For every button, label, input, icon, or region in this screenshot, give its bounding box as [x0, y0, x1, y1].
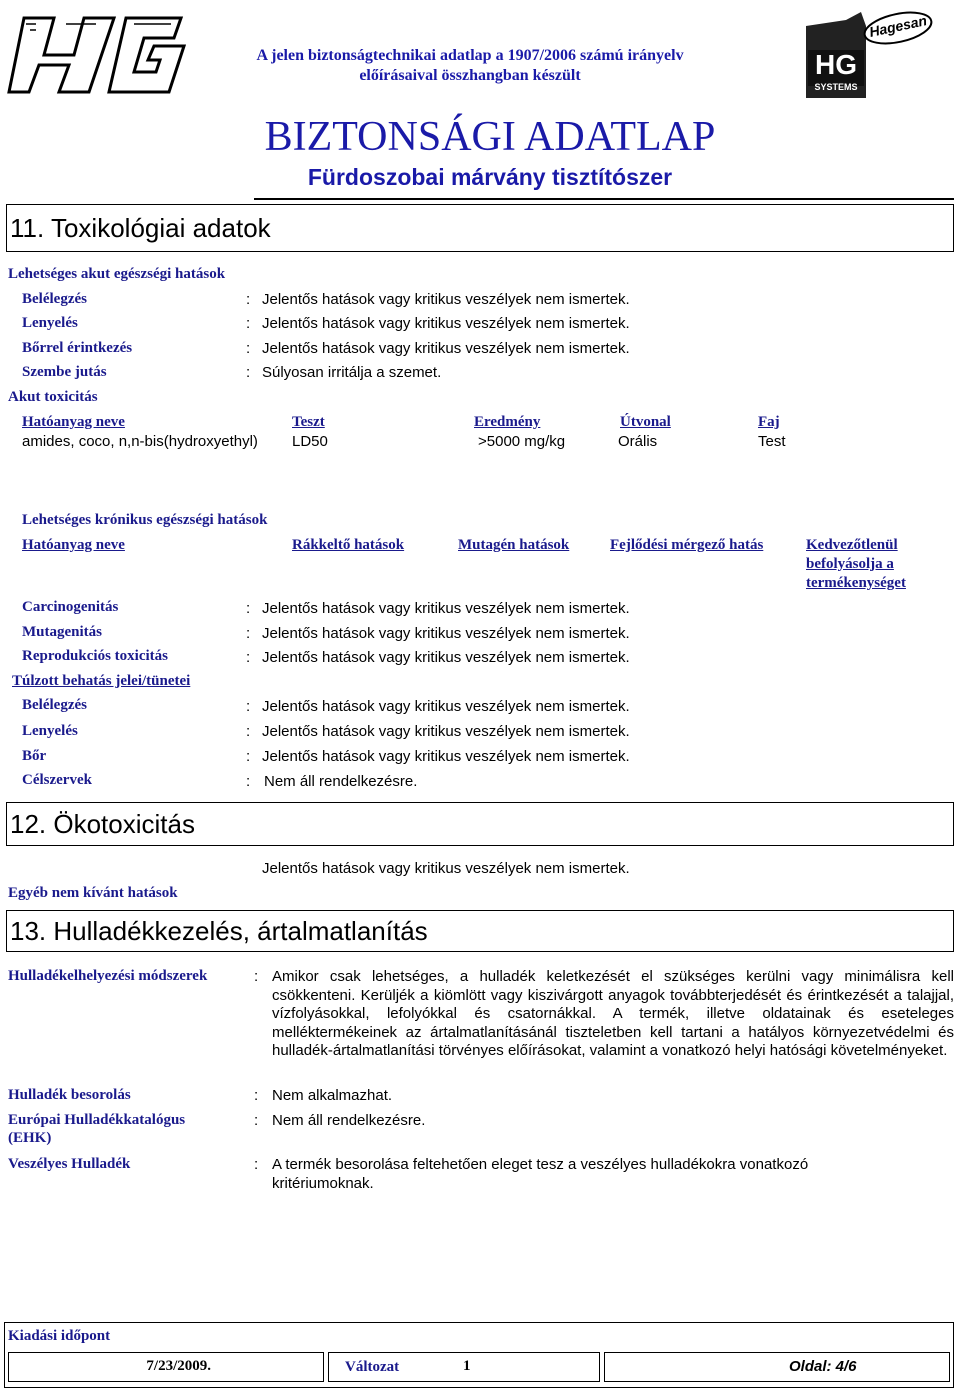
- tox-cell-result: >5000 mg/kg: [478, 433, 566, 450]
- chronic-header-fertility-3: termékenységet: [806, 575, 906, 591]
- hg-logo: [6, 10, 186, 100]
- chronic-header-fertility-1: Kedvezőtlenül: [806, 537, 898, 553]
- chronic-label-reproductive: Reprodukciós toxicitás: [22, 648, 168, 664]
- footer-cell-page: [604, 1352, 950, 1382]
- ewc-label-line-1: Európai Hulladékkatalógus: [8, 1112, 186, 1128]
- chronic-label-mutagenicity: Mutagenitás: [22, 624, 102, 640]
- tox-header-result: Eredmény: [474, 414, 541, 430]
- tox-cell-route: Orális: [618, 433, 658, 450]
- colon: :: [246, 723, 251, 740]
- chronic-header-mutagenic: Mutagén hatások: [458, 537, 570, 553]
- chronic-header-substance: Hatóanyag neve: [22, 537, 125, 553]
- overexposure-value-ingestion: Jelentős hatások vagy kritikus veszélyek nem ismertek.: [262, 723, 630, 740]
- document-title: BIZTONSÁGI ADATLAP: [264, 114, 716, 160]
- acute-label-ingestion: Lenyelés: [22, 315, 78, 331]
- version-value: 1: [463, 1358, 471, 1374]
- chronic-header-fertility-2: befolyásolja a: [806, 556, 894, 572]
- page-number: Oldal: 4/6: [789, 1358, 857, 1375]
- overexposure-heading: Túlzott behatás jelei/tünetei: [12, 673, 191, 689]
- disposal-methods-value: Amikor csak lehetséges, a hulladék keletkezését el szükséges kerülni vagy minimálisra kell csökkenteni. Kerüljék a kiömlött vagy kiszivárgott anyagok továbbterjedését és érintkezését a talajjal, vízfolyásokkal, lefolyókkal és csatornákkal. A termék, illetve oldatainak és eseteleges melléktermékeinek az ártalmatlanításánál tiszteletben kell tartani a hatályos környezetvédelmi és hulladék-ártalmatlanítási törvényes előírásokat, valamint a vonatkozó helyi hatósági követelményeket.: [272, 968, 954, 1059]
- version-label: Változat: [345, 1359, 400, 1375]
- colon: :: [246, 773, 251, 790]
- footer-cell-date: [8, 1352, 324, 1382]
- brand-logo-systems: SYSTEMS: [814, 82, 858, 92]
- header-divider: [254, 198, 954, 200]
- acute-label-skin: Bőrrel érintkezés: [22, 340, 133, 356]
- directive-line-1: A jelen biztonságtechnikai adatlap a 1907/2006 számú irányelv: [256, 47, 684, 64]
- footer-cell-version: [328, 1352, 600, 1382]
- colon: :: [246, 291, 251, 308]
- section-12-heading-box: [6, 802, 954, 846]
- colon: :: [246, 340, 251, 357]
- acute-value-eyes: Súlyosan irritálja a szemet.: [262, 364, 442, 381]
- waste-classification-label: Hulladék besorolás: [8, 1087, 131, 1103]
- hazardous-waste-value: A termék besorolása feltehetően eleget tesz a veszélyes hulladékokra vonatkozó kritériumoknak.: [272, 1156, 809, 1192]
- colon: :: [246, 625, 251, 642]
- disposal-methods-label: Hulladékelhelyezési módszerek: [8, 968, 208, 984]
- directive-line-2: előírásaival összhangban készült: [359, 67, 581, 84]
- tox-cell-substance: amides, coco, n,n-bis(hydroxyethyl): [22, 433, 258, 450]
- tox-header-substance: Hatóanyag neve: [22, 414, 125, 430]
- hazardous-waste-label: Veszélyes Hulladék: [8, 1156, 131, 1172]
- overexposure-value-target-organs: Nem áll rendelkezésre.: [264, 773, 418, 790]
- colon: :: [254, 1087, 259, 1104]
- overexposure-label-target-organs: Célszervek: [22, 772, 92, 788]
- section-12-value: Jelentős hatások vagy kritikus veszélyek nem ismertek.: [262, 860, 630, 877]
- overexposure-label-ingestion: Lenyelés: [22, 723, 78, 739]
- tox-header-species: Faj: [758, 414, 780, 430]
- section-12-heading: 12. Ökotoxicitás: [10, 809, 195, 839]
- issue-date-value: 7/23/2009.: [146, 1358, 211, 1374]
- brand-logo: [806, 6, 936, 100]
- issue-date-label: Kiadási időpont: [8, 1328, 111, 1344]
- colon: :: [246, 600, 251, 617]
- section-12-other-effects-label: Egyéb nem kívánt hatások: [8, 885, 178, 901]
- chronic-value-reproductive: Jelentős hatások vagy kritikus veszélyek nem ismertek.: [262, 649, 630, 666]
- product-name: Fürdoszobai márvány tisztítószer: [307, 164, 673, 190]
- chronic-value-carcinogenicity: Jelentős hatások vagy kritikus veszélyek nem ismertek.: [262, 600, 630, 617]
- section-13-heading-box: [6, 910, 954, 952]
- tox-cell-species: Test: [758, 433, 786, 450]
- acute-value-ingestion: Jelentős hatások vagy kritikus veszélyek nem ismertek.: [262, 315, 630, 332]
- tox-header-test: Teszt: [292, 414, 325, 430]
- acute-toxicity-heading: Akut toxicitás: [8, 389, 98, 405]
- acute-label-inhalation: Belélegzés: [22, 291, 87, 307]
- colon: :: [246, 364, 251, 381]
- tox-cell-test: LD50: [292, 433, 328, 450]
- chronic-header-carcinogenic: Rákkeltő hatások: [292, 537, 405, 553]
- acute-effects-heading: Lehetséges akut egészségi hatások: [8, 266, 226, 282]
- acute-value-skin: Jelentős hatások vagy kritikus veszélyek nem ismertek.: [262, 340, 630, 357]
- waste-classification-value: Nem alkalmazhat.: [272, 1087, 393, 1104]
- overexposure-value-inhalation: Jelentős hatások vagy kritikus veszélyek nem ismertek.: [262, 698, 630, 715]
- colon: :: [254, 968, 259, 985]
- hg-logo-graphic: [6, 10, 186, 100]
- chronic-header-developmental: Fejlődési mérgező hatás: [610, 537, 764, 553]
- colon: :: [246, 315, 251, 332]
- colon: :: [254, 1156, 259, 1173]
- overexposure-value-skin: Jelentős hatások vagy kritikus veszélyek nem ismertek.: [262, 748, 630, 765]
- section-13-heading: 13. Hulladékkezelés, ártalmatlanítás: [10, 916, 428, 946]
- overexposure-label-skin: Bőr: [22, 748, 47, 764]
- colon: :: [254, 1112, 259, 1129]
- chronic-value-mutagenicity: Jelentős hatások vagy kritikus veszélyek nem ismertek.: [262, 625, 630, 642]
- brand-logo-name: Hagesan: [867, 12, 929, 40]
- colon: :: [246, 748, 251, 765]
- section-11-heading: 11. Toxikológiai adatok: [10, 213, 271, 243]
- tox-header-route: Útvonal: [620, 414, 671, 430]
- chronic-effects-heading: Lehetséges krónikus egészségi hatások: [22, 512, 268, 528]
- colon: :: [246, 698, 251, 715]
- chronic-label-carcinogenicity: Carcinogenitás: [22, 599, 119, 615]
- ewc-value: Nem áll rendelkezésre.: [272, 1112, 426, 1129]
- acute-label-eyes: Szembe jutás: [22, 364, 107, 380]
- colon: :: [246, 649, 251, 666]
- overexposure-label-inhalation: Belélegzés: [22, 697, 87, 713]
- brand-logo-hg: HG: [815, 49, 857, 80]
- section-11-heading-box: [6, 204, 954, 252]
- ewc-label-line-2: (EHK): [8, 1130, 52, 1146]
- acute-value-inhalation: Jelentős hatások vagy kritikus veszélyek nem ismertek.: [262, 291, 630, 308]
